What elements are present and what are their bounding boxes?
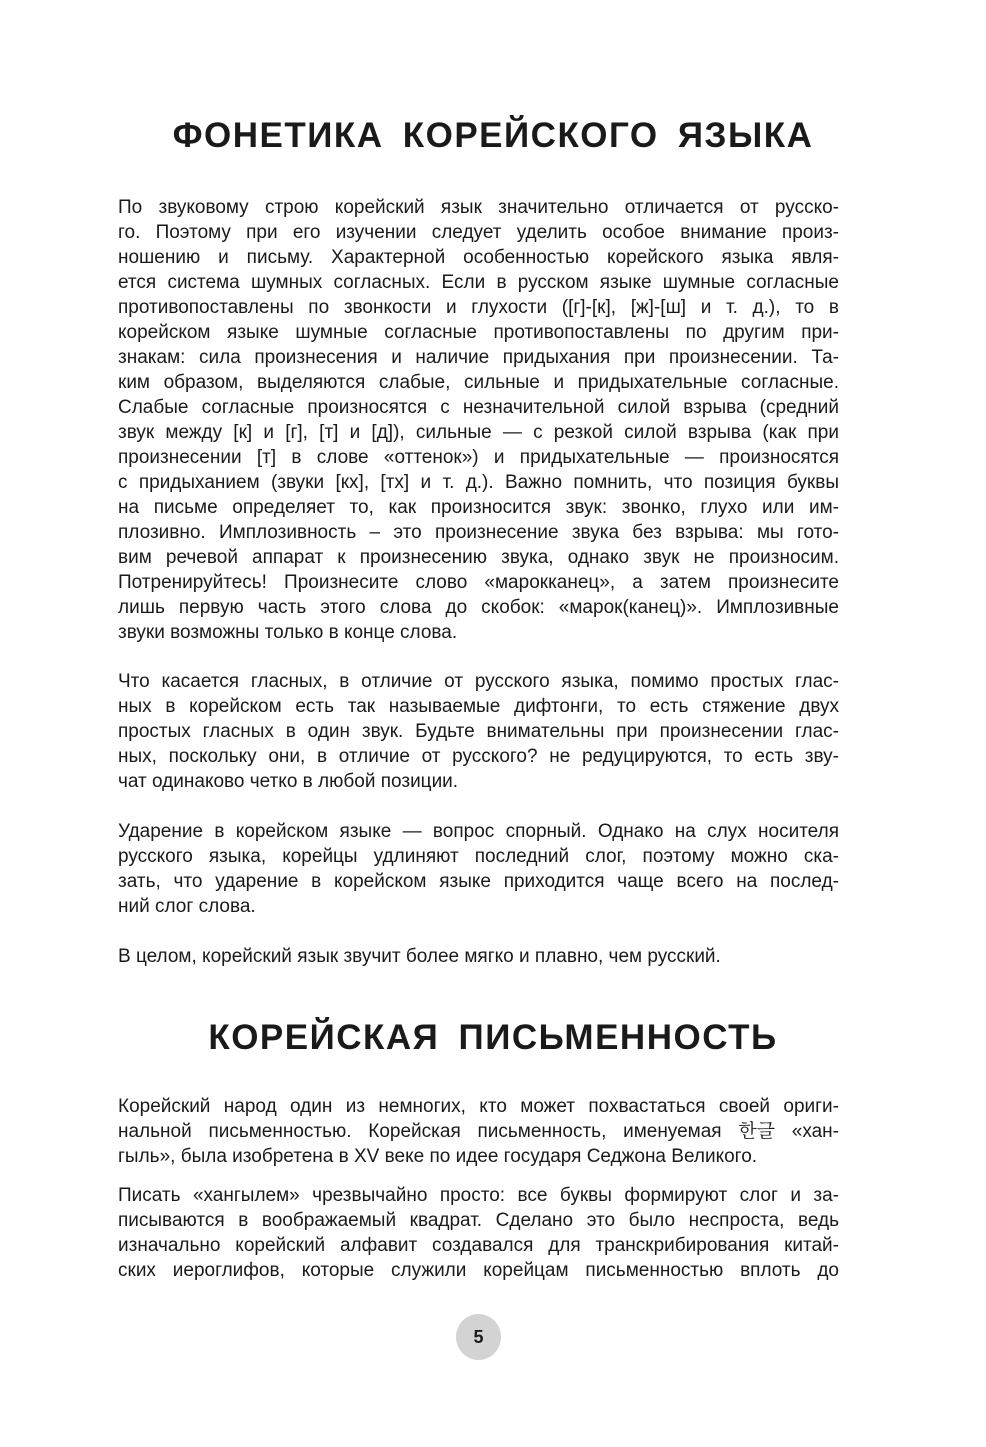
paragraph	[118, 1094, 839, 1169]
page-number: 5	[456, 1314, 501, 1360]
text-line: гыль», была изобретена в XV веке по идее государя Седжона Великого.	[118, 1146, 758, 1167]
text-line: ким образом, выделяются слабые, сильные и придыхательные согласные.	[118, 372, 839, 393]
text-line: Слабые согласные произносятся с незначительной силой взрыва (средний	[118, 397, 839, 418]
section-title-writing: КОРЕЙСКАЯ ПИСЬМЕННОСТЬ	[208, 1018, 778, 1057]
text-line: го. Поэтому при его изучении следует уделить особое внимание произ-	[118, 222, 839, 243]
text-line: звук между [к] и [г], [т] и [д]), сильные — с резкой силой взрыва (как при	[118, 422, 839, 443]
text-line: писываются в воображаемый квадрат. Сделано это было неспроста, ведь	[118, 1210, 839, 1231]
text-line: ний слог слова.	[118, 896, 256, 917]
text-line: нальной письменностью. Корейская письменность, именуемая 한글 «хан-	[118, 1121, 839, 1142]
text-line: зать, что ударение в корейском языке приходится чаще всего на послед-	[118, 871, 839, 892]
text-line: ских иероглифов, которые служили корейцам письменностью вплоть до	[118, 1260, 839, 1281]
text-line: корейском языке шумные согласные противопоставлены по другим при-	[118, 322, 839, 343]
paragraph	[118, 195, 839, 645]
text-line: на письме определяет то, как произносится звук: звонко, глухо или им-	[118, 497, 839, 518]
text-line: ных в корейском есть так называемые дифтонги, то есть стяжение двух	[118, 696, 839, 717]
paragraph	[118, 669, 839, 794]
text-line: чат одинаково четко в любой позиции.	[118, 771, 459, 792]
text-line: ношению и письму. Характерной особенностью корейского языка явля-	[118, 247, 839, 268]
text-line: плозивно. Имплозивность – это произнесение звука без взрыва: мы гото-	[118, 522, 839, 543]
text-line: противопоставлены по звонкости и глухости ([г]-[к], [ж]-[ш] и т. д.), то в	[118, 297, 839, 318]
text-line: ных, поскольку они, в отличие от русского? не редуцируются, то есть зву-	[118, 746, 839, 767]
section-title-phonetics: ФОНЕТИКА КОРЕЙСКОГО ЯЗЫКА	[172, 116, 814, 155]
text-line: простых гласных в один звук. Будьте внимательны при произнесении глас-	[118, 721, 839, 742]
text-line: русского языка, корейцы удлиняют последний слог, поэтому можно ска-	[118, 846, 839, 867]
paragraph	[118, 944, 839, 969]
text-line: лишь первую часть этого слова до скобок: «марок(канец)». Имплозивные	[118, 597, 839, 618]
text-line: изначально корейский алфавит создавался для транскрибирования китай-	[118, 1235, 839, 1256]
text-line: вим речевой аппарат к произнесению звука, однако звук не произносим.	[118, 547, 839, 568]
paragraph	[118, 819, 839, 919]
text-line: звуки возможны только в конце слова.	[118, 622, 458, 643]
text-line: По звуковому строю корейский язык значительно отличается от русско-	[118, 197, 839, 218]
text-line: Ударение в корейском языке — вопрос спорный. Однако на слух носителя	[118, 821, 839, 842]
text-line: Что касается гласных, в отличие от русского языка, помимо простых глас-	[118, 671, 839, 692]
text-line: знакам: сила произнесения и наличие придыхания при произнесении. Та-	[118, 347, 839, 368]
text-line: ется система шумных согласных. Если в русском языке шумные согласные	[118, 272, 839, 293]
text-line: Потренируйтесь! Произнесите слово «марокканец», а затем произнесите	[118, 572, 839, 593]
text-line: Писать «хангылем» чрезвычайно просто: все буквы формируют слог и за-	[118, 1185, 839, 1206]
paragraph	[118, 1183, 839, 1283]
text-line: с придыханием (звуки [кх], [тх] и т. д.). Важно помнить, что позиция буквы	[118, 472, 839, 493]
text-line: Корейский народ один из немногих, кто может похвастаться своей ориги-	[118, 1096, 839, 1117]
text-line: произнесении [т] в слове «оттенок») и придыхательные — произносятся	[118, 447, 839, 468]
text-line: В целом, корейский язык звучит более мягко и плавно, чем русский.	[118, 946, 721, 967]
